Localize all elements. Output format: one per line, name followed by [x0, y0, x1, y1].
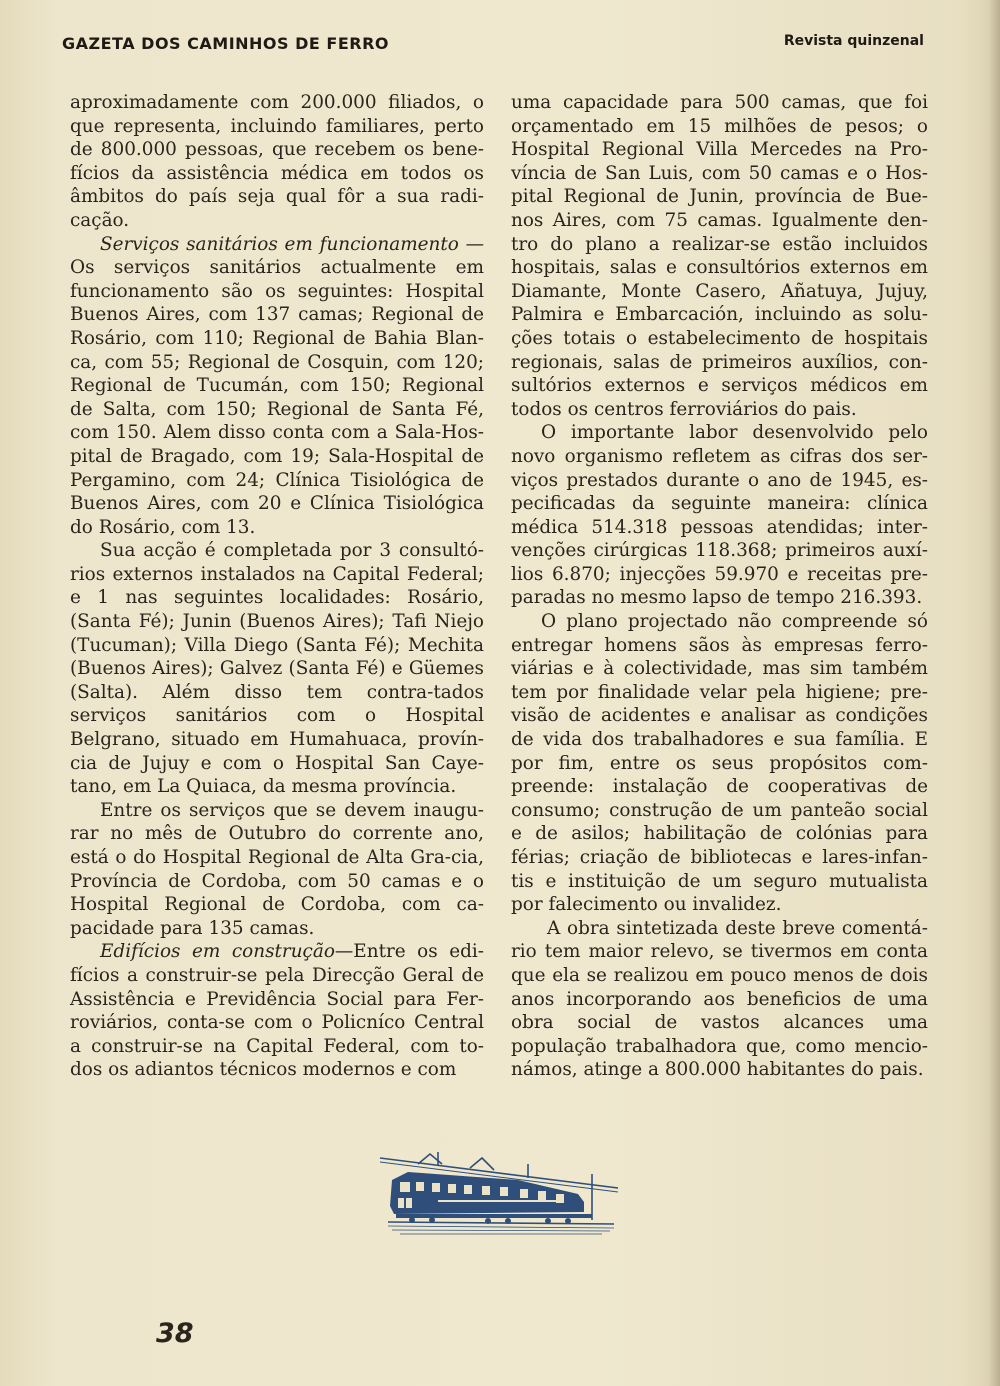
text-column-right [511, 91, 928, 1082]
electric-train-icon [378, 1142, 622, 1238]
page-edge-shadow [988, 0, 1000, 1386]
paragraph: O plano projectado não compreende só entregar homens sãos às empresas ferro-viárias e à colectividade, mas sim também tem por finalidade velar pela higiene; pre-visão de acidentes e analisar as condições de vida dos trabalhadores e sua família. E por fim, entre os seus propósitos com-preende: instalação de cooperativas de consumo; construção de um panteão social e de asilos; habilitação de colónias para férias; criação de bibliotecas e lares-infan-tis e instituição de um seguro mutualista por falecimento ou invalidez. [511, 611, 928, 916]
paragraph-buildings [70, 940, 484, 1082]
journal-subtitle: Revista quinzenal [783, 33, 924, 49]
paragraph-text: —Entre os edi-fícios a construir-se pela Direcção Geral de Assistência e Previdência Social para Fer-roviários, conta-se com o Policníco Central a construir-se na Capital Federal, com to-dos os adiantos técnicos modernos e com [70, 941, 484, 1081]
page-number: 38 [156, 1318, 194, 1349]
paragraph: A obra sintetizada deste breve comentá-rio tem maior relevo, se tivermos em conta que ela se realizou em pouco menos de dois anos incorporando aos beneficios de uma obra social de vastos alcances uma população trabalhadora que, como mencio-námos, atinge a 800.000 habitantes do pais. [511, 917, 928, 1081]
paragraph: uma capacidade para 500 camas, que foi orçamentado em 15 milhões de pesos; o Hospital Regional Villa Mercedes na Pro-víncia de San Luis, com 50 camas e o Hos-pital Regional de Junin, província de Bue-nos Aires, com 75 camas. Igualmente den-tro do plano a realizar-se estão incluidos hospitais, salas e consultórios externos em Diamante, Monte Casero, Añatuya, Jujuy, Palmira e Embarcación, incluindo as solu-ções totais o estabelecimento de hospitais regionais, salas de primeiros auxílios, con-sultórios externos e serviços médicos em todos os centros ferroviários do pais. [511, 92, 928, 420]
text-column-left [70, 91, 484, 1082]
paragraph: O importante labor desenvolvido pelo novo organismo refletem as cifras dos ser-viços prestados durante o ano de 1945, es-pecificadas da seguinte maneira: clínica médica 514.318 pessoas atendidas; inter-venções cirúrgicas 118.368; primeiros auxí-lios 6.870; injecções 59.970 e receitas pre-paradas no mesmo lapso de tempo 216.393. [511, 422, 928, 609]
journal-title: GAZETA DOS CAMINHOS DE FERRO [62, 34, 390, 53]
paragraph: Sua acção é completada por 3 consultó-rios externos instalados na Capital Federal; e 1 nas seguintes localidades: Rosário, (Santa Fé); Junin (Buenos Aires); Tafi Niejo (Tucuman); Villa Diego (Santa Fé); Mechita (Buenos Aires); Galvez (Santa Fé) e Güemes (Salta). Além disso tem contra-tados serviços sanitários com o Hospital Belgrano, situado em Humahuaca, provín-cia de Jujuy e com o Hospital San Caye-tano, em La Quiaca, da mesma província. [70, 540, 484, 798]
paragraph-services [70, 233, 484, 540]
paragraph-text: — Os serviços sanitários actualmente em funcionamento são os seguintes: Hospital Buenos Aires, com 137 camas; Regional de Rosário, com 110; Regional de Bahia Blan-ca, com 55; Regional de Cosquin, com 120; Regional de Tucumán, com 150; Regional de Salta, com 150; Regional de Santa Fé, com 150. Alem disso conta com a Sala-Hos-pital de Bragado, com 19; Sala-Hospital de Pergamino, com 24; Clínica Tisiológica de Buenos Aires, com 20 e Clínica Tisiológica do Rosário, com 13. [70, 233, 484, 538]
paragraph: aproximadamente com 200.000 filiados, o que representa, incluindo familiares, perto de 800.000 pessoas, que recebem os bene-fícios da assistência médica em todos os âmbitos do país seja qual fôr a sua radi-cação. [70, 92, 484, 231]
paragraph: Entre os serviços que se devem inaugu-rar no mês de Outubro do corrente ano, está o do Hospital Regional de Alta Gra-cia, Província de Cordoba, com 50 camas e o Hospital Regional de Cordoba, com ca-pacidade para 135 camas. [70, 799, 484, 939]
section-heading-services: Serviços sanitários em funcionamento [100, 233, 459, 255]
section-heading-buildings: Edifícios em construção [100, 941, 335, 963]
